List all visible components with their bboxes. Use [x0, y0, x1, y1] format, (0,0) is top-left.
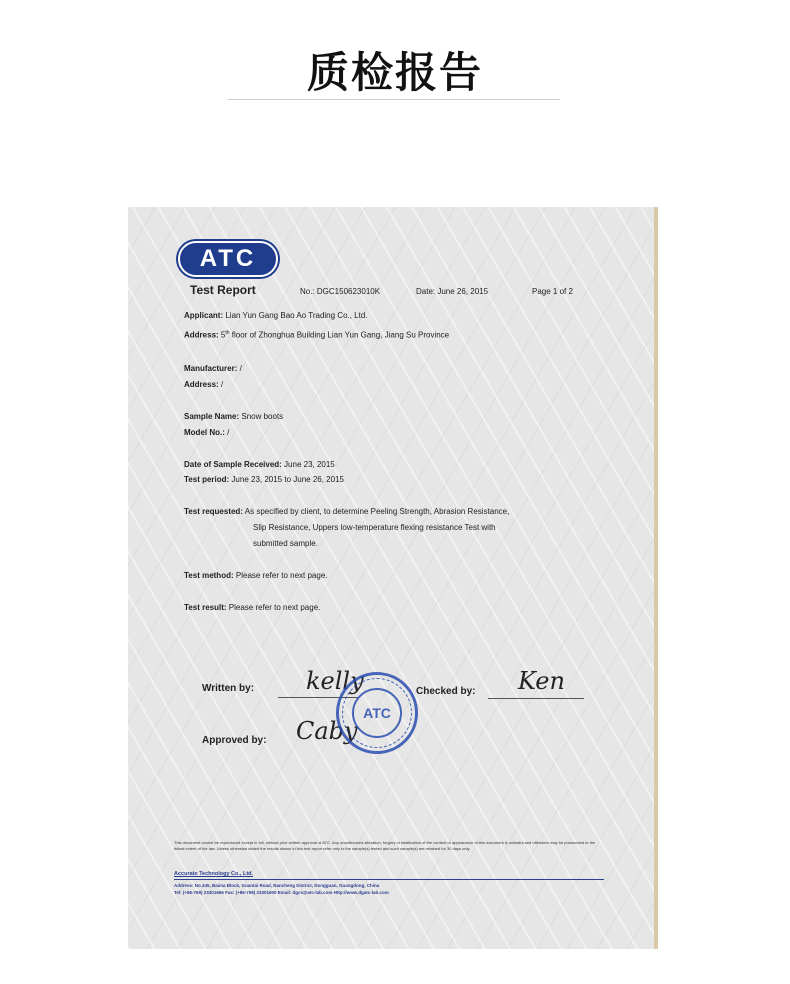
company-name: Accurate Technology Co., Ltd. — [174, 871, 254, 877]
address-line — [184, 330, 449, 340]
model-value: / — [227, 428, 230, 437]
checked-by-label: Checked by: — [416, 686, 476, 697]
test-requested-label: Test requested: — [184, 507, 243, 516]
company-contact: Tel: (+86-769) 23301666 Fax: (+86-769) 23301600 Email: dgcs@atc-lab.com Http://www.dgatc-lab.com — [174, 890, 389, 895]
applicant-label: Applicant: — [184, 311, 224, 320]
test-requested-line — [184, 507, 509, 516]
test-period-line — [184, 475, 344, 484]
company-divider — [174, 879, 604, 880]
checked-by-line — [488, 698, 584, 699]
address-value: floor of Zhonghua Building Lian Yun Gang, Jiang Su Province — [231, 330, 450, 340]
sample-name-line — [184, 412, 283, 421]
test-result-value: Please refer to next page. — [228, 603, 321, 612]
test-period-label: Test period: — [184, 475, 230, 484]
test-method-label: Test method: — [184, 571, 234, 580]
logo-text: ATC — [199, 245, 257, 272]
test-method-line — [184, 571, 328, 580]
test-report-document — [128, 207, 658, 949]
sample-name-label: Sample Name: — [184, 412, 240, 421]
manufacturer-address-label: Address: — [184, 380, 219, 389]
test-method-value: Please refer to next page. — [235, 571, 328, 580]
address-label: Address: — [184, 330, 219, 340]
approved-by-label: Approved by: — [202, 735, 267, 746]
written-by-label: Written by: — [202, 683, 255, 694]
document-edge — [654, 207, 658, 949]
written-by-signature: kelly — [306, 667, 364, 695]
date-received-label: Date of Sample Received: — [184, 460, 282, 469]
manufacturer-address-line — [184, 380, 223, 389]
report-number: No.: DGC150623010K — [300, 287, 381, 296]
test-requested-value-1: As specified by client, to determine Peeling Strength, Abrasion Resistance, — [244, 507, 510, 516]
applicant-value: Lian Yun Gang Bao Ao Trading Co., Ltd. — [225, 311, 368, 320]
manufacturer-address-value: / — [220, 380, 224, 389]
model-line — [184, 428, 229, 437]
report-date: Date: June 26, 2015 — [416, 287, 489, 296]
test-requested-value-2: Slip Resistance, Uppers low-temperature flexing resistance Test with — [253, 523, 496, 532]
manufacturer-label: Manufacturer: — [184, 364, 238, 373]
approved-by-signature: Caby — [296, 717, 358, 745]
atc-logo — [178, 241, 278, 277]
report-page: Page 1 of 2 — [532, 287, 573, 296]
test-result-label: Test result: — [184, 603, 227, 612]
test-requested-value-3: submitted sample. — [253, 539, 318, 548]
test-result-line — [184, 603, 320, 612]
stamp-ring — [342, 678, 412, 748]
report-title: Test Report — [190, 283, 256, 297]
applicant-line — [184, 311, 368, 320]
title-divider — [228, 99, 560, 100]
company-stamp — [336, 672, 418, 754]
manufacturer-value: / — [239, 364, 242, 373]
date-received-value: June 23, 2015 — [284, 460, 335, 469]
checked-by-signature: Ken — [518, 667, 565, 695]
page-title: 质检报告 — [306, 48, 483, 97]
address-ordinal: th — [225, 330, 230, 336]
disclaimer-text: This document cannot be reproduced except in full, without prior written approval of ATC. Any unauthorized alteration, forgery or falsification of the content or appearance of this document is unlawful and offenders may be prosecuted to the fullest extent of the law. Unless otherwise stated the results shown in this test report refer only to the sample(s) tested and such sample(s) are retained for 30 days only. — [174, 840, 596, 851]
date-received-line — [184, 460, 335, 469]
model-label: Model No.: — [184, 428, 225, 437]
test-period-value: June 23, 2015 to June 26, 2015 — [231, 475, 344, 484]
manufacturer-line — [184, 364, 242, 373]
sample-name-value: Snow boots — [241, 412, 284, 421]
company-address: Address: No.345, Baima Block, Guantai Road, Nancheng District, Dongguan, Guangdong, China — [174, 883, 380, 888]
address-number: 5 — [220, 330, 226, 340]
stamp-text: ATC — [363, 705, 391, 721]
